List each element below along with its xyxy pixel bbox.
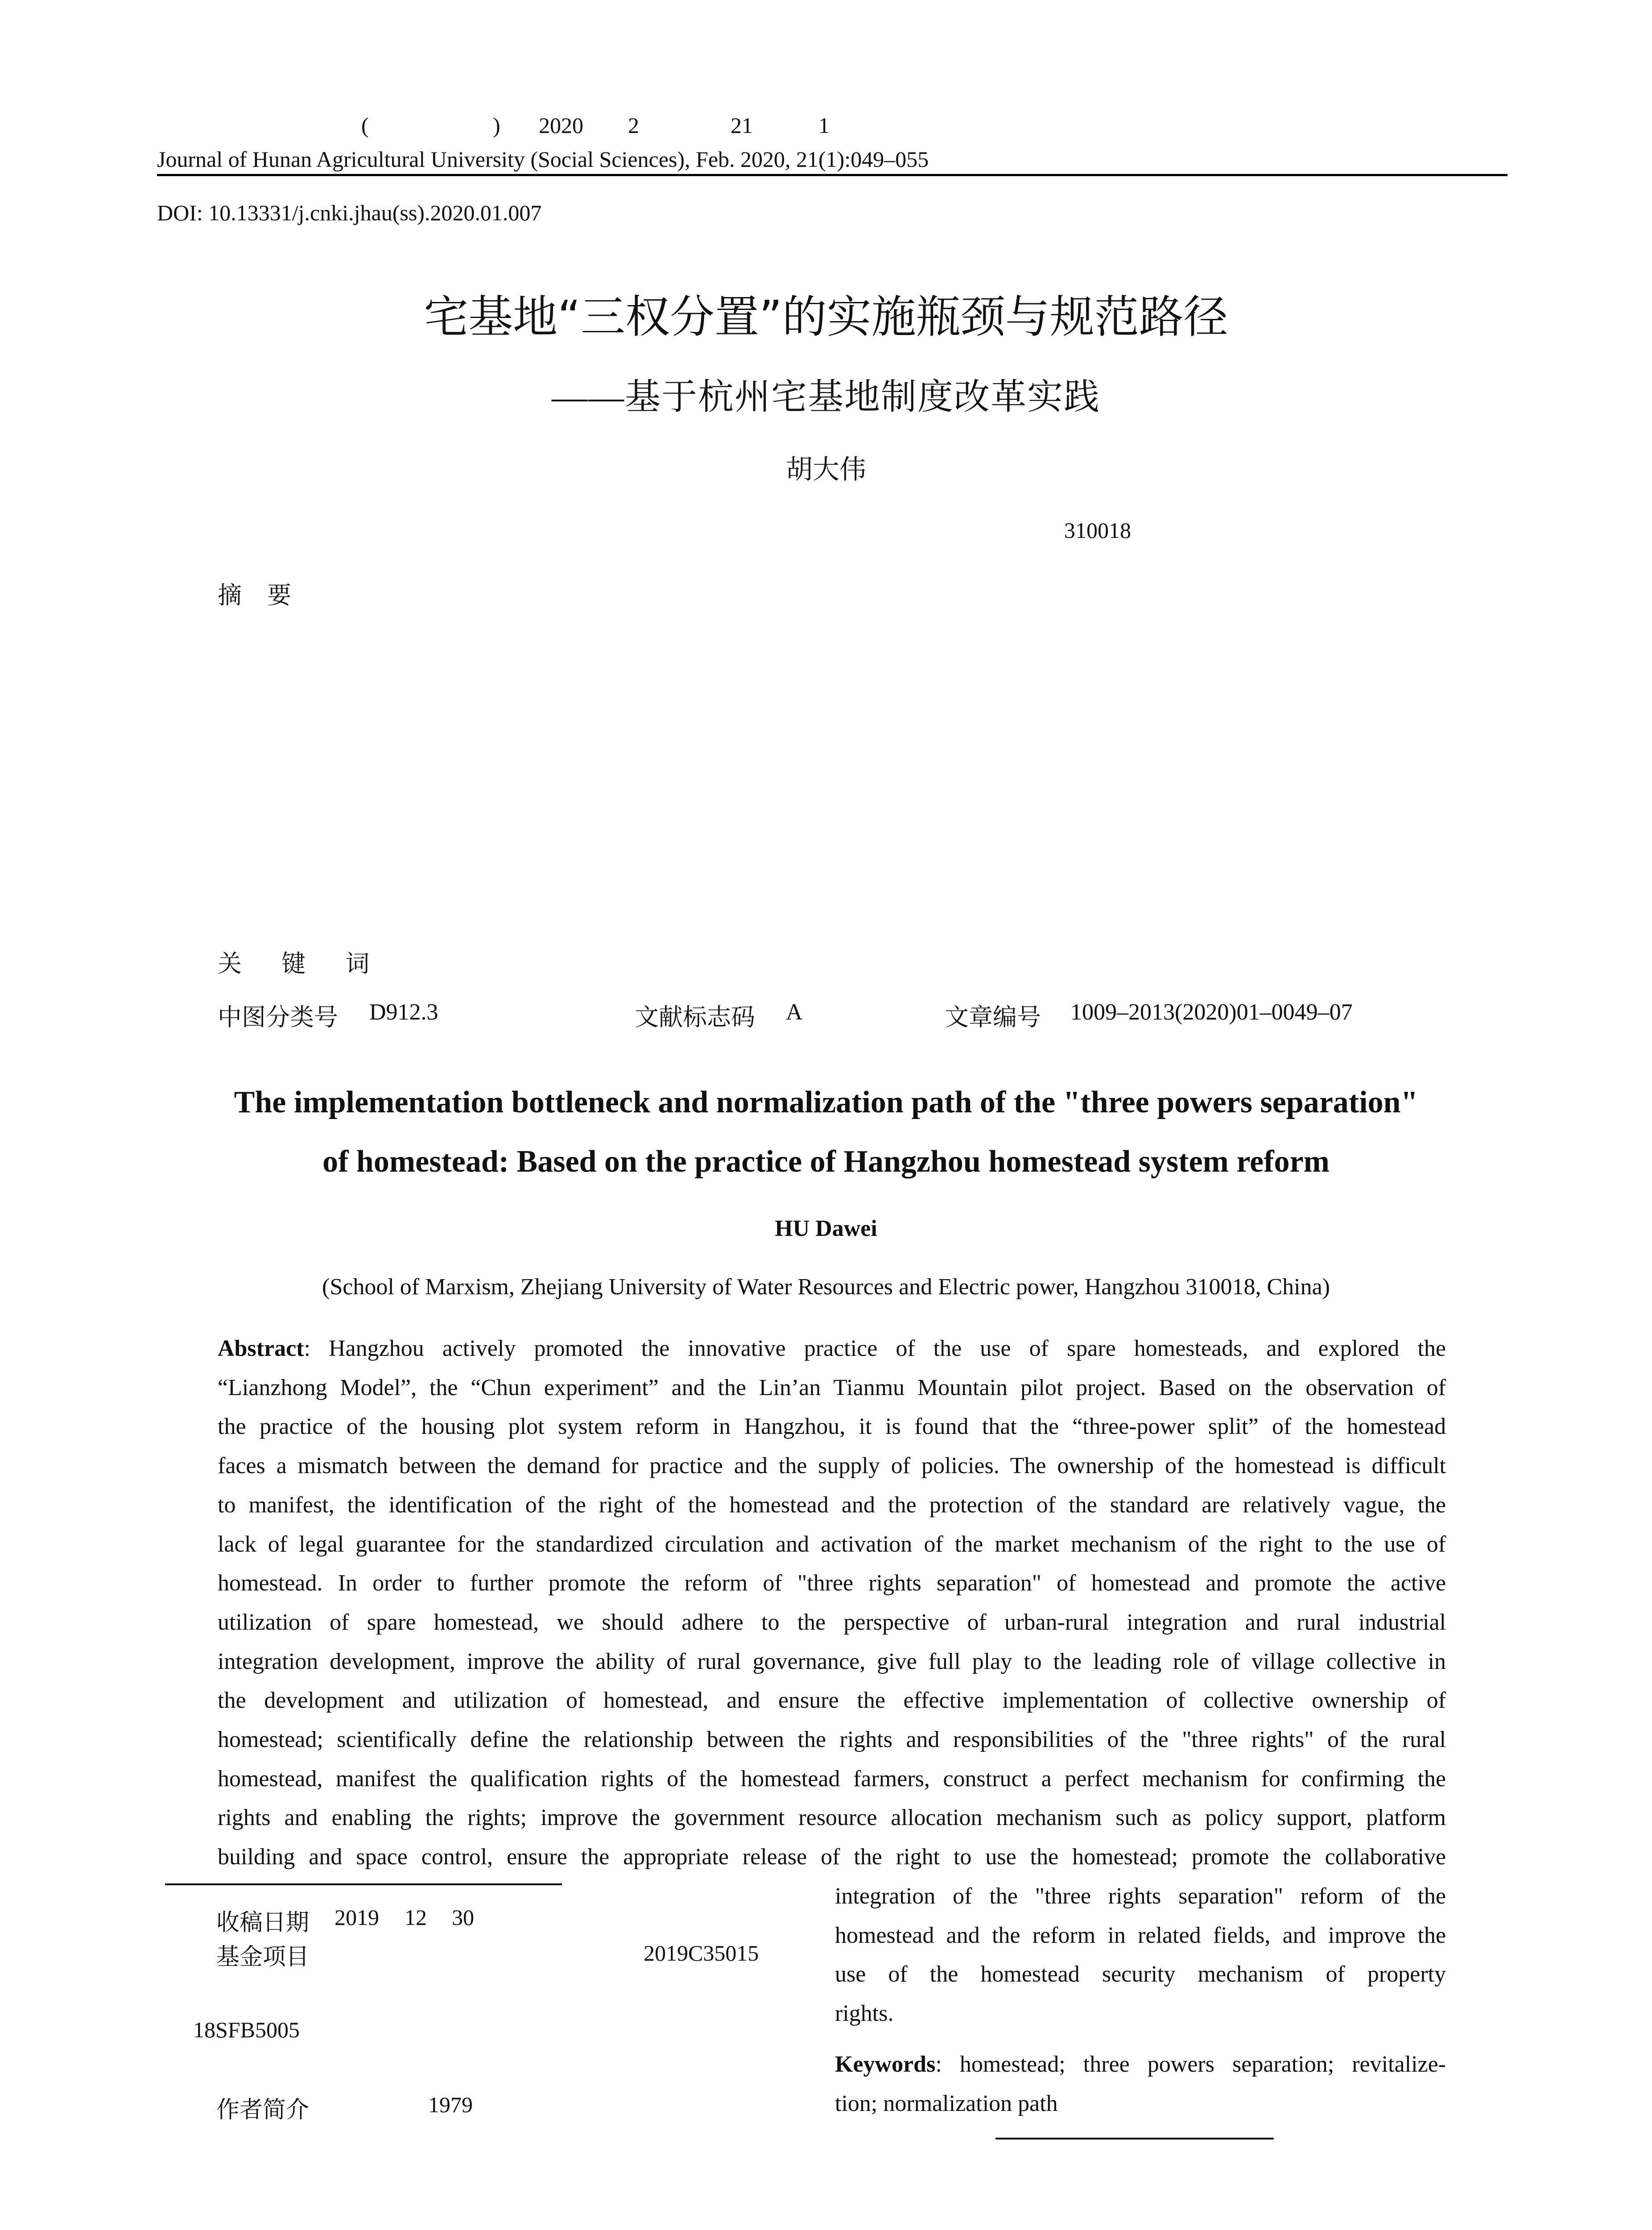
keywords-line: tion; normalization path <box>835 2090 1058 2116</box>
clc-value: D912.3 <box>369 999 438 1025</box>
abstract-label-cn: 摘 要 <box>218 581 301 609</box>
abstract-line: homestead, manifest the qualification rights of the homestead farmers, construct a perfect mechanism for confirming the <box>218 1766 1446 1792</box>
received-year: 2019 <box>335 1905 379 1930</box>
abstract-line: building and space control, ensure the appropriate release of the right to use the homestead; promote the collaborative <box>218 1844 1446 1870</box>
abstract-line: rights and enabling the rights; improve the government resource allocation mechanism such as policy support, platform <box>218 1805 1446 1831</box>
fund-number-2: 18SFB5005 <box>193 2017 300 2042</box>
header-cn-paren-close: ) <box>493 113 500 138</box>
received-month: 12 <box>405 1905 427 1930</box>
abstract-en-continued <box>835 1877 1446 2033</box>
author-cn: 胡大伟 <box>786 454 866 485</box>
fund-number: 2019C35015 <box>644 1941 759 1966</box>
title-en-line-2: of homestead: Based on the practice of Hangzhou homestead system reform <box>322 1144 1330 1179</box>
abstract-line: homestead. In order to further promote the reform of "three rights separation" of homestead and promote the active <box>218 1570 1446 1596</box>
title-cn: 宅基地“三权分置”的实施瓶颈与规范路径 <box>424 291 1228 343</box>
abstract-en <box>218 1329 1446 1877</box>
fund-label: 基金项目 <box>216 1944 310 1970</box>
header-cn-month: 2 <box>628 113 639 138</box>
keywords-en <box>835 2045 1446 2123</box>
abstract-line: integration of the "three rights separation" reform of the <box>835 1883 1446 1909</box>
abstract-line: faces a mismatch between the demand for practice and the supply of policies. The ownership of the homestead is difficult <box>218 1453 1446 1479</box>
abstract-line: the practice of the housing plot system reform in Hangzhou, it is found that the “three-power split” of the homestead <box>218 1414 1446 1440</box>
abstract-line: homestead; scientifically define the relationship between the rights and responsibilities of the "three rights" of the rural <box>218 1727 1446 1753</box>
abstract-line: lack of legal guarantee for the standardized circulation and activation of the market mechanism of the right to the use of <box>218 1531 1446 1557</box>
abstract-line: homestead and the reform in related fields, and improve the <box>835 1922 1446 1948</box>
header-cn-volume: 21 <box>731 113 753 138</box>
abstract-line: use of the homestead security mechanism of property <box>835 1962 1446 1987</box>
abstract-line: “Lianzhong Model”, the “Chun experiment” and the Lin’an Tianmu Mountain pilot project. Based on the observation of <box>218 1375 1446 1400</box>
doc-code-value: A <box>786 999 803 1025</box>
abstract-line: the development and utilization of homestead, and ensure the effective implementation of collective ownership of <box>218 1688 1446 1714</box>
journal-citation: Journal of Hunan Agricultural University (Social Sciences), Feb. 2020, 21(1):049–055 <box>157 147 929 172</box>
article-number-label: 文章编号 <box>945 1003 1041 1031</box>
header-cn-issue: 1 <box>818 113 830 138</box>
header-cn-year: 2020 <box>539 113 583 138</box>
clc-label: 中图分类号 <box>218 1003 338 1031</box>
author-en: HU Dawei <box>775 1216 877 1241</box>
footnote-rule <box>165 1883 562 1885</box>
abstract-line: rights. <box>835 2001 894 2027</box>
header-cn-paren-open: ( <box>361 113 369 138</box>
abstract-line: integration development, improve the ability of rural governance, give full play to the leading role of village collective in <box>218 1648 1446 1674</box>
postcode: 310018 <box>1064 518 1131 543</box>
keywords-en-label: Keywords <box>835 2052 936 2077</box>
doi[interactable]: DOI: 10.13331/j.cnki.jhau(ss).2020.01.007 <box>157 200 542 225</box>
affiliation-en: (School of Marxism, Zhejiang University of Water Resources and Electric power, Hangzhou 310018, China) <box>322 1274 1330 1300</box>
end-rule <box>995 2138 1274 2139</box>
header-rule <box>157 174 1507 176</box>
author-bio-label: 作者简介 <box>216 2097 310 2123</box>
keywords-label-cn: 关 键 词 <box>218 950 386 978</box>
article-number-value: 1009–2013(2020)01–0049–07 <box>1070 999 1353 1025</box>
abstract-en-label: Abstract <box>218 1336 304 1361</box>
received-day: 30 <box>452 1905 474 1930</box>
abstract-line: to manifest, the identification of the right of the homestead and the protection of the standard are relatively vague, the <box>218 1492 1446 1518</box>
doc-code-label: 文献标志码 <box>635 1003 755 1031</box>
abstract-line: Abstract: Hangzhou actively promoted the innovative practice of the use of spare homesteads, and explored the <box>218 1336 1446 1361</box>
abstract-line: utilization of spare homestead, we should adhere to the perspective of urban-rural integration and rural industrial <box>218 1609 1446 1635</box>
title-en-line-1: The implementation bottleneck and normalization path of the "three powers separation" <box>234 1085 1418 1119</box>
author-birth-year: 1979 <box>428 2092 473 2117</box>
received-label: 收稿日期 <box>216 1909 310 1936</box>
subtitle-cn: ——基于杭州宅基地制度改革实践 <box>552 378 1100 417</box>
keywords-line: Keywords: homestead; three powers separation; revitalize- <box>835 2052 1446 2077</box>
